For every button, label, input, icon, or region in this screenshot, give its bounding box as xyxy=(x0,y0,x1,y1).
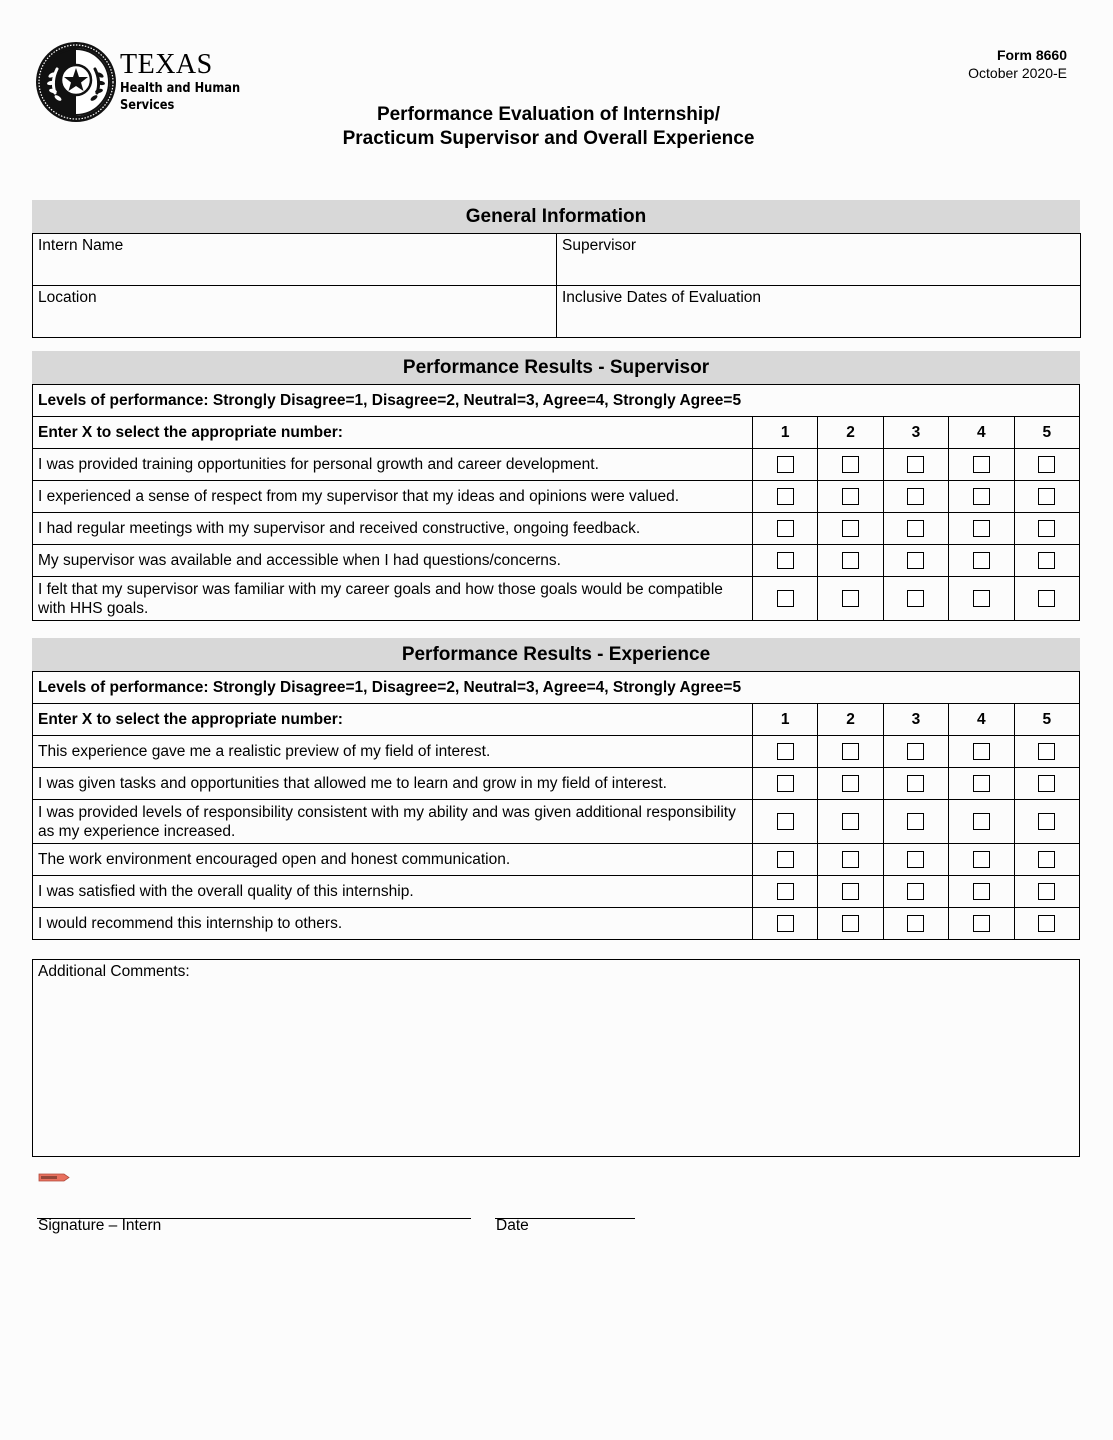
rating-cell-5 xyxy=(1014,768,1079,800)
rating-cell-2 xyxy=(818,513,883,545)
rating-cell-4 xyxy=(949,768,1014,800)
question-row xyxy=(33,736,1080,768)
rating-checkbox-5[interactable] xyxy=(1038,851,1055,868)
rating-cell-3 xyxy=(883,844,948,876)
title-line-2: Practicum Supervisor and Overall Experience xyxy=(342,128,755,149)
rating-cell-1 xyxy=(753,908,818,940)
rating-instruction: Enter X to select the appropriate number: xyxy=(33,417,753,449)
rating-checkbox-5[interactable] xyxy=(1038,552,1055,569)
question-row xyxy=(33,876,1080,908)
rating-cell-1 xyxy=(753,876,818,908)
rating-cell-2 xyxy=(818,800,883,844)
rating-checkbox-2[interactable] xyxy=(842,851,859,868)
scale-header-4: 4 xyxy=(949,704,1014,736)
rating-cell-2 xyxy=(818,876,883,908)
sign-here-tag-icon[interactable] xyxy=(38,1169,70,1178)
scale-header-5: 5 xyxy=(1014,704,1079,736)
rating-checkbox-4[interactable] xyxy=(973,883,990,900)
supervisor-results-heading: Performance Results - Supervisor xyxy=(32,351,1080,384)
question-row xyxy=(33,545,1080,577)
rating-cell-4 xyxy=(949,908,1014,940)
rating-cell-3 xyxy=(883,481,948,513)
rating-cell-2 xyxy=(818,545,883,577)
performance-levels-legend: Levels of performance: Strongly Disagree=1, Disagree=2, Neutral=3, Agree=4, Strongly Agree=5 xyxy=(33,385,1080,417)
rating-checkbox-2[interactable] xyxy=(842,590,859,607)
rating-cell-4 xyxy=(949,577,1014,621)
rating-checkbox-5[interactable] xyxy=(1038,456,1055,473)
rating-checkbox-2[interactable] xyxy=(842,915,859,932)
rating-checkbox-5[interactable] xyxy=(1038,775,1055,792)
rating-checkbox-4[interactable] xyxy=(973,851,990,868)
logo-state: TEXAS xyxy=(120,49,213,80)
rating-cell-2 xyxy=(818,577,883,621)
rating-checkbox-4[interactable] xyxy=(973,915,990,932)
rating-cell-5 xyxy=(1014,908,1079,940)
intern-signature-label: Signature – Intern xyxy=(38,1217,162,1234)
question-text: I was provided levels of responsibility consistent with my ability and was given additional responsibility as my experience increased. xyxy=(33,800,753,844)
form-identifier xyxy=(968,46,1067,82)
rating-cell-3 xyxy=(883,513,948,545)
rating-checkbox-3[interactable] xyxy=(907,520,924,537)
rating-cell-3 xyxy=(883,545,948,577)
rating-cell-5 xyxy=(1014,844,1079,876)
rating-cell-2 xyxy=(818,481,883,513)
rating-checkbox-4[interactable] xyxy=(973,552,990,569)
rating-cell-3 xyxy=(883,876,948,908)
rating-cell-5 xyxy=(1014,449,1079,481)
scale-header-4: 4 xyxy=(949,417,1014,449)
rating-cell-5 xyxy=(1014,481,1079,513)
logo-agency-line2: Services xyxy=(120,98,175,113)
question-text: I was provided training opportunities for personal growth and career development. xyxy=(33,449,753,481)
rating-checkbox-3[interactable] xyxy=(907,456,924,473)
rating-checkbox-3[interactable] xyxy=(907,488,924,505)
scale-header-2: 2 xyxy=(818,417,883,449)
rating-cell-3 xyxy=(883,736,948,768)
rating-checkbox-4[interactable] xyxy=(973,590,990,607)
supervisor-label: Supervisor xyxy=(562,237,637,254)
rating-checkbox-2[interactable] xyxy=(842,488,859,505)
scale-header-5: 5 xyxy=(1014,417,1079,449)
rating-checkbox-1[interactable] xyxy=(777,851,794,868)
rating-checkbox-1[interactable] xyxy=(777,915,794,932)
rating-cell-4 xyxy=(949,481,1014,513)
rating-checkbox-4[interactable] xyxy=(973,813,990,830)
question-row xyxy=(33,908,1080,940)
rating-checkbox-5[interactable] xyxy=(1038,488,1055,505)
rating-checkbox-3[interactable] xyxy=(907,552,924,569)
rating-cell-4 xyxy=(949,449,1014,481)
rating-checkbox-2[interactable] xyxy=(842,456,859,473)
rating-checkbox-3[interactable] xyxy=(907,743,924,760)
rating-cell-2 xyxy=(818,908,883,940)
evaluation-dates-label: Inclusive Dates of Evaluation xyxy=(562,289,762,306)
rating-checkbox-5[interactable] xyxy=(1038,915,1055,932)
intern-name-field[interactable] xyxy=(33,234,557,286)
question-text: I would recommend this internship to others. xyxy=(33,908,753,940)
rating-cell-4 xyxy=(949,800,1014,844)
rating-cell-2 xyxy=(818,768,883,800)
rating-cell-3 xyxy=(883,908,948,940)
rating-cell-5 xyxy=(1014,545,1079,577)
rating-checkbox-1[interactable] xyxy=(777,813,794,830)
rating-cell-5 xyxy=(1014,577,1079,621)
question-text: I experienced a sense of respect from my supervisor that my ideas and opinions were valued. xyxy=(33,481,753,513)
experience-results-table xyxy=(32,671,1080,940)
evaluation-dates-field[interactable] xyxy=(557,286,1081,338)
supervisor-results-table xyxy=(32,384,1080,621)
question-text: The work environment encouraged open and honest communication. xyxy=(33,844,753,876)
rating-cell-1 xyxy=(753,513,818,545)
question-row xyxy=(33,768,1080,800)
question-row xyxy=(33,481,1080,513)
rating-cell-1 xyxy=(753,449,818,481)
additional-comments-label: Additional Comments: xyxy=(38,963,190,980)
rating-cell-1 xyxy=(753,800,818,844)
rating-checkbox-5[interactable] xyxy=(1038,590,1055,607)
rating-checkbox-3[interactable] xyxy=(907,883,924,900)
rating-checkbox-5[interactable] xyxy=(1038,813,1055,830)
intern-name-label: Intern Name xyxy=(38,237,124,254)
rating-cell-3 xyxy=(883,800,948,844)
rating-checkbox-3[interactable] xyxy=(907,813,924,830)
rating-checkbox-2[interactable] xyxy=(842,520,859,537)
rating-checkbox-1[interactable] xyxy=(777,883,794,900)
page-title xyxy=(0,103,1097,151)
rating-cell-1 xyxy=(753,736,818,768)
rating-checkbox-3[interactable] xyxy=(907,851,924,868)
rating-cell-1 xyxy=(753,577,818,621)
question-row xyxy=(33,577,1080,621)
rating-checkbox-2[interactable] xyxy=(842,743,859,760)
rating-cell-1 xyxy=(753,768,818,800)
rating-cell-3 xyxy=(883,768,948,800)
logo-agency-line1: Health and Human xyxy=(120,81,241,96)
rating-cell-1 xyxy=(753,844,818,876)
rating-checkbox-2[interactable] xyxy=(842,883,859,900)
rating-cell-4 xyxy=(949,545,1014,577)
rating-checkbox-4[interactable] xyxy=(973,520,990,537)
rating-checkbox-4[interactable] xyxy=(973,488,990,505)
rating-checkbox-1[interactable] xyxy=(777,456,794,473)
rating-checkbox-3[interactable] xyxy=(907,590,924,607)
supervisor-field[interactable] xyxy=(557,234,1081,286)
rating-checkbox-1[interactable] xyxy=(777,520,794,537)
location-field[interactable] xyxy=(33,286,557,338)
question-text: I felt that my supervisor was familiar with my career goals and how those goals would be compatible with HHS goals. xyxy=(33,577,753,621)
question-text: I was given tasks and opportunities that allowed me to learn and grow in my field of interest. xyxy=(33,768,753,800)
rating-checkbox-3[interactable] xyxy=(907,915,924,932)
rating-checkbox-1[interactable] xyxy=(777,775,794,792)
question-row xyxy=(33,449,1080,481)
rating-checkbox-1[interactable] xyxy=(777,552,794,569)
additional-comments-field[interactable] xyxy=(32,959,1080,1157)
rating-checkbox-4[interactable] xyxy=(973,743,990,760)
rating-cell-2 xyxy=(818,449,883,481)
general-information-heading: General Information xyxy=(32,200,1080,233)
location-label: Location xyxy=(38,289,97,306)
rating-cell-4 xyxy=(949,876,1014,908)
experience-results-heading: Performance Results - Experience xyxy=(32,638,1080,671)
rating-checkbox-5[interactable] xyxy=(1038,520,1055,537)
rating-checkbox-3[interactable] xyxy=(907,775,924,792)
performance-levels-legend: Levels of performance: Strongly Disagree=1, Disagree=2, Neutral=3, Agree=4, Strongly Agree=5 xyxy=(33,672,1080,704)
rating-checkbox-5[interactable] xyxy=(1038,743,1055,760)
rating-checkbox-1[interactable] xyxy=(777,743,794,760)
question-row xyxy=(33,513,1080,545)
form-number: Form 8660 xyxy=(996,47,1067,63)
question-row xyxy=(33,844,1080,876)
rating-cell-5 xyxy=(1014,513,1079,545)
rating-cell-4 xyxy=(949,513,1014,545)
question-text: My supervisor was available and accessible when I had questions/concerns. xyxy=(33,545,753,577)
rating-cell-5 xyxy=(1014,876,1079,908)
question-text: This experience gave me a realistic preview of my field of interest. xyxy=(33,736,753,768)
rating-cell-1 xyxy=(753,545,818,577)
rating-cell-2 xyxy=(818,844,883,876)
rating-checkbox-5[interactable] xyxy=(1038,883,1055,900)
rating-checkbox-1[interactable] xyxy=(777,488,794,505)
rating-checkbox-1[interactable] xyxy=(777,590,794,607)
scale-header-1: 1 xyxy=(753,417,818,449)
rating-cell-3 xyxy=(883,449,948,481)
rating-cell-3 xyxy=(883,577,948,621)
rating-cell-5 xyxy=(1014,800,1079,844)
title-line-1: Performance Evaluation of Internship/ xyxy=(376,104,721,125)
rating-checkbox-4[interactable] xyxy=(973,775,990,792)
question-text: I had regular meetings with my supervisor and received constructive, ongoing feedback. xyxy=(33,513,753,545)
rating-cell-4 xyxy=(949,736,1014,768)
question-text: I was satisfied with the overall quality of this internship. xyxy=(33,876,753,908)
rating-checkbox-4[interactable] xyxy=(973,456,990,473)
rating-cell-1 xyxy=(753,481,818,513)
question-row xyxy=(33,800,1080,844)
rating-cell-2 xyxy=(818,736,883,768)
scale-header-1: 1 xyxy=(753,704,818,736)
rating-checkbox-2[interactable] xyxy=(842,813,859,830)
scale-header-3: 3 xyxy=(883,704,948,736)
rating-instruction: Enter X to select the appropriate number: xyxy=(33,704,753,736)
rating-checkbox-2[interactable] xyxy=(842,552,859,569)
rating-cell-4 xyxy=(949,844,1014,876)
scale-header-3: 3 xyxy=(883,417,948,449)
general-information-table xyxy=(32,233,1081,338)
rating-checkbox-2[interactable] xyxy=(842,775,859,792)
form-date: October 2020-E xyxy=(968,65,1067,81)
date-label: Date xyxy=(496,1217,529,1234)
rating-cell-5 xyxy=(1014,736,1079,768)
scale-header-2: 2 xyxy=(818,704,883,736)
